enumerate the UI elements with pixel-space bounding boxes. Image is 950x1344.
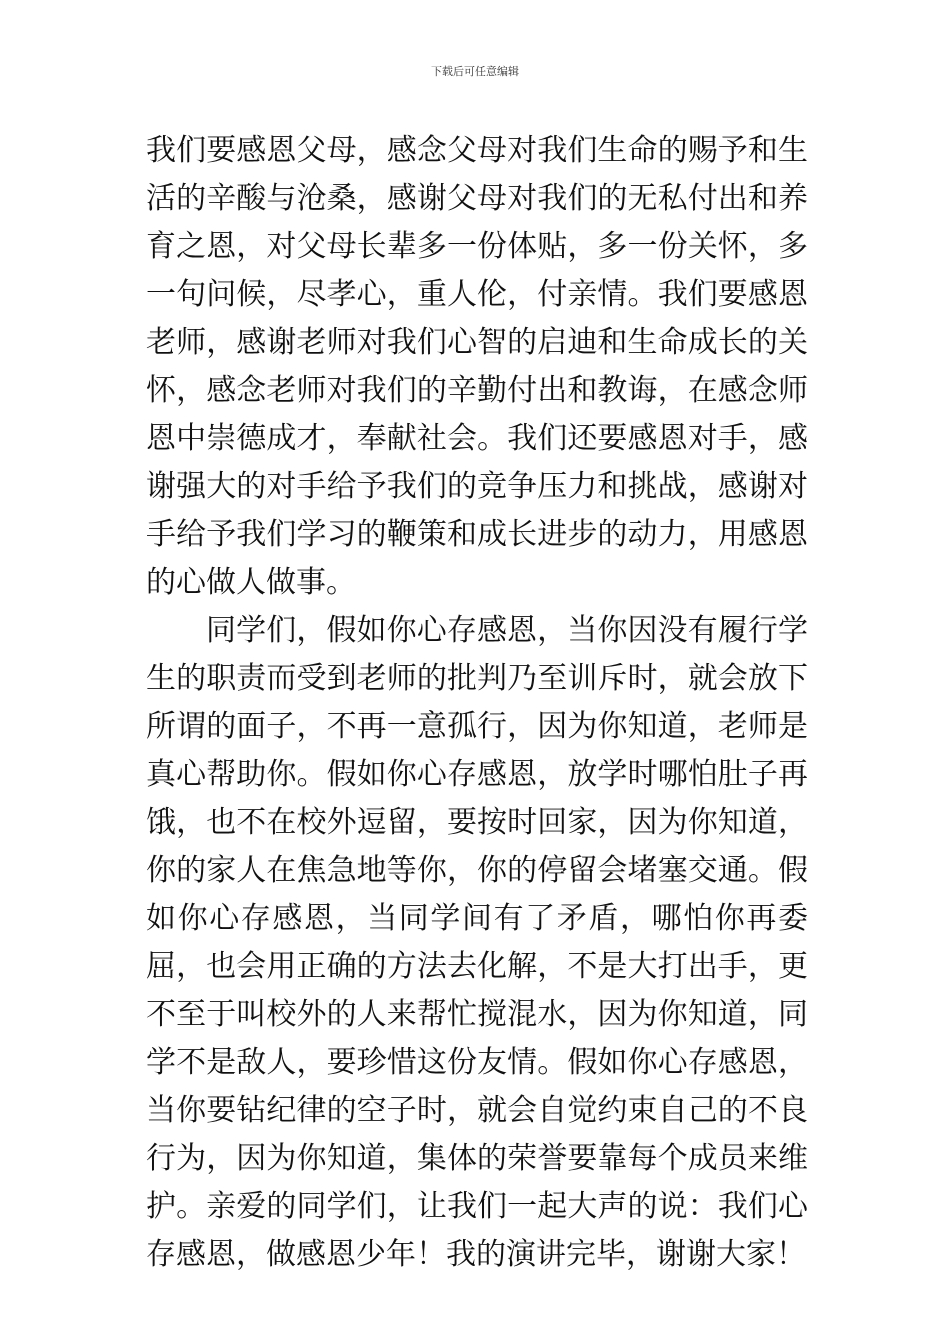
document-body: [146, 127, 808, 1279]
page-header-note: 下载后可任意编辑: [431, 65, 519, 78]
paragraph-gratitude-parents-teachers-rivals: 我们要感恩父母，感念父母对我们生命的赐予和生活的辛酸与沧桑，感谢父母对我们的无私付出和养育之恩，对父母长辈多一份体贴，多一份关怀，多一句问候，尽孝心，重人伦，付亲情。我们要感恩老师，感谢老师对我们心智的启迪和生命成长的关怀，感念老师对我们的辛勤付出和教诲，在感念师恩中崇德成才，奉献社会。我们还要感恩对手，感谢强大的对手给予我们的竞争压力和挑战，感谢对手给予我们学习的鞭策和成长进步的动力，用感恩的心做人做事。: [146, 133, 808, 600]
paragraph-if-you-are-grateful: 同学们，假如你心存感恩，当你因没有履行学生的职责而受到老师的批判乃至训斥时，就会放下所谓的面子，不再一意孤行，因为你知道，老师是真心帮助你。假如你心存感恩，放学时哪怕肚子再饿，也不在校外逗留，要按时回家，因为你知道，你的家人在焦急地等你，你的停留会堵塞交通。假如你心存感恩，当同学间有了矛盾，哪怕你再委屈，也会用正确的方法去化解，不是大打出手，更不至于叫校外的人来帮忙搅混水，因为你知道，同学不是敌人，要珍惜这份友情。假如你心存感恩，当你要钻纪律的空子时，就会自觉约束自己的不良行为，因为你知道，集体的荣誉要靠每个成员来维护。亲爱的同学们，让我们一起大声的说：我们心存感恩，做感恩少年！我的演讲完毕，谢谢大家！: [146, 613, 808, 1272]
